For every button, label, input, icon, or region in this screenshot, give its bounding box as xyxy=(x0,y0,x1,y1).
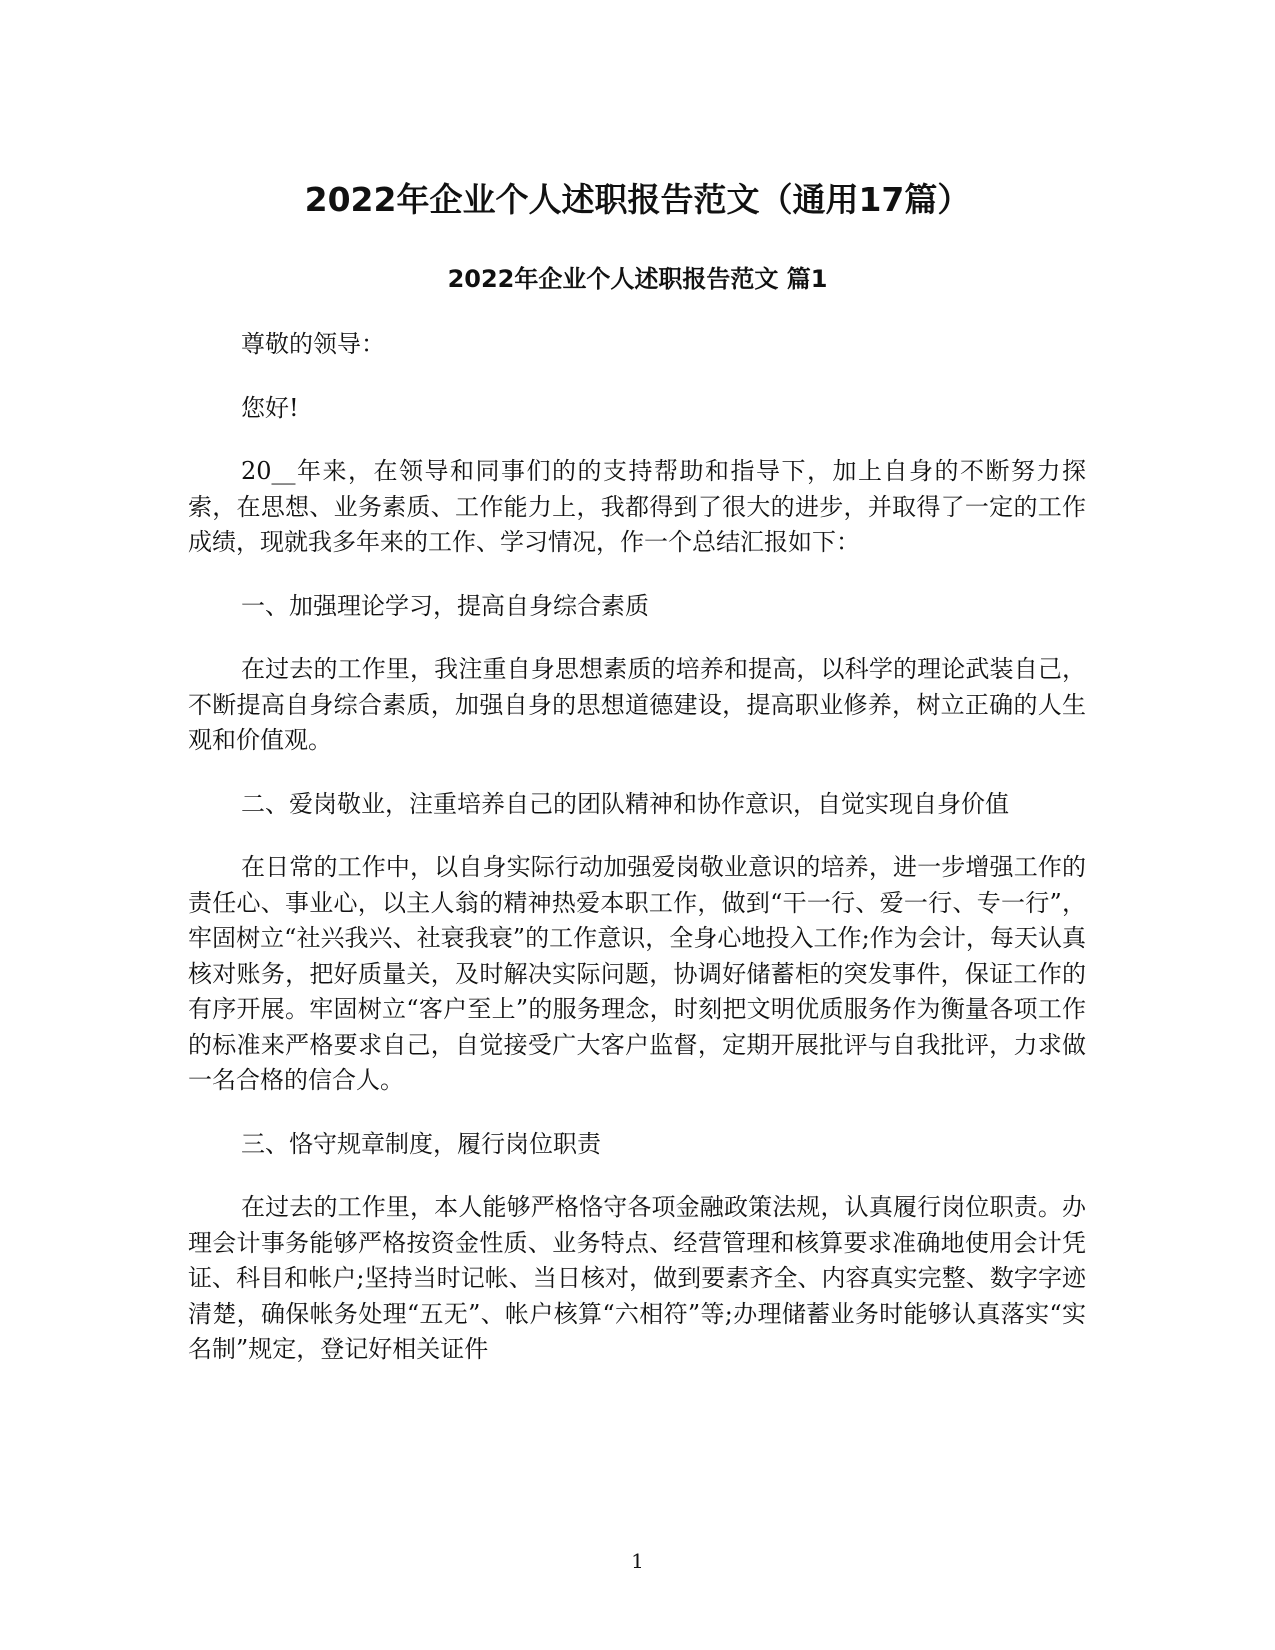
salutation: 尊敬的领导： xyxy=(241,330,385,358)
section-heading-1: 一、加强理论学习，提高自身综合素质 xyxy=(241,591,649,620)
document-body xyxy=(188,327,1086,1396)
body-paragraph: 在过去的工作里，本人能够严格恪守各项金融政策法规，认真履行岗位职责。办理会计事务能够严格按资金性质、业务特点、经营管理和核算要求准确地使用会计凭证、科目和帐户;坚持当时记帐、当日核对，做到要素齐全、内容真实完整、数字字迹清楚，确保帐务处理“五无”、帐户核算“六相符”等;办理储蓄业务时能够认真落实“实名制”规定，登记好相关证件 xyxy=(188,1193,1086,1363)
section-heading-3: 三、恪守规章制度，履行岗位职责 xyxy=(241,1129,601,1158)
greeting: 您好! xyxy=(241,393,299,422)
body-paragraph: 在过去的工作里，我注重自身思想素质的培养和提高，以科学的理论武装自己，不断提高自身综合素质，加强自身的思想道德建设，提高职业修养，树立正确的人生观和价值观。 xyxy=(188,655,1086,754)
body-paragraph: 在日常的工作中，以自身实际行动加强爱岗敬业意识的培养，进一步增强工作的责任心、事业心，以主人翁的精神热爱本职工作，做到“干一行、爱一行、专一行”，牢固树立“社兴我兴、社衰我衰”的工作意识，全身心地投入工作;作为会计，每天认真核对账务，把好质量关，及时解决实际问题，协调好储蓄柜的突发事件，保证工作的有序开展。牢固树立“客户至上”的服务理念，时刻把文明优质服务作为衡量各项工作的标准来严格要求自己，自觉接受广大客户监督，定期开展批评与自我批评，力求做一名合格的信合人。 xyxy=(188,853,1086,1094)
section-heading: 2022年企业个人述职报告范文 篇1 xyxy=(447,265,828,293)
body-paragraph: 20__年来，在领导和同事们的的支持帮助和指导下，加上自身的不断努力探索，在思想、业务素质、工作能力上，我都得到了很大的进步，并取得了一定的工作成绩，现就我多年来的工作、学习情况，作一个总结汇报如下： xyxy=(188,457,1086,556)
section-heading-2: 二、爱岗敬业，注重培养自己的团队精神和协作意识，自觉实现自身价值 xyxy=(241,789,1009,818)
page-number: 1 xyxy=(631,1549,644,1573)
document-title: 2022年企业个人述职报告范文（通用17篇） xyxy=(304,180,971,219)
